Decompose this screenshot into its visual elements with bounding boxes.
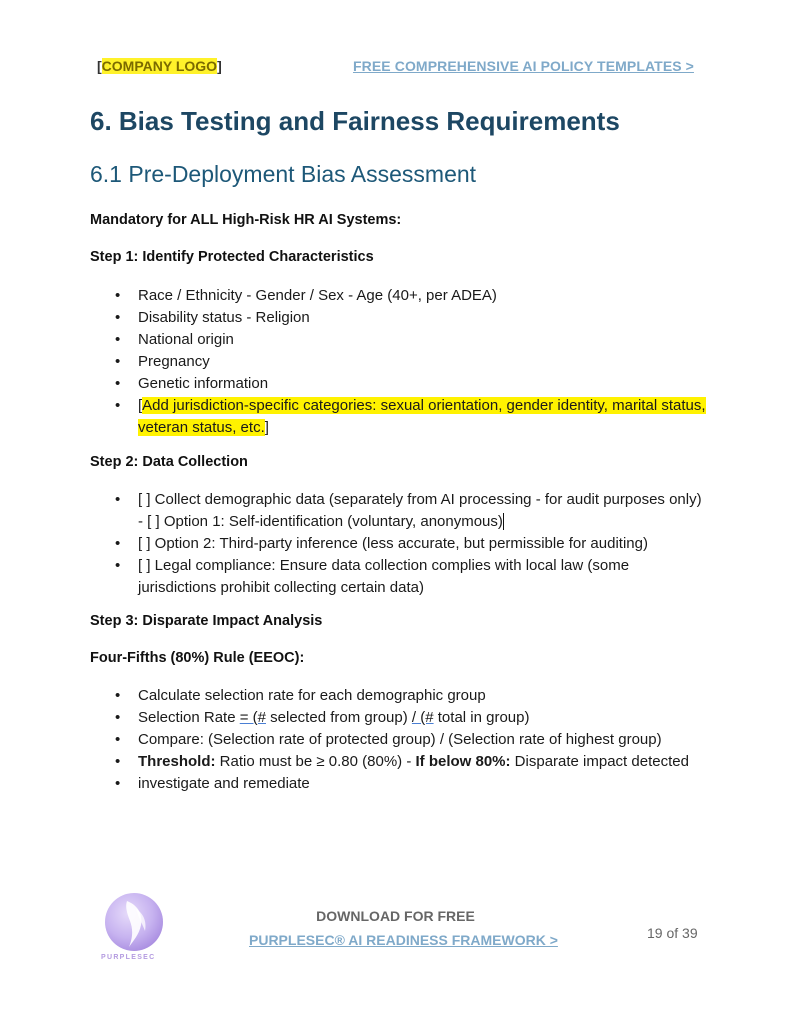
step2-heading: Step 2: Data Collection	[90, 454, 248, 470]
purplesec-logo-text: PURPLESEC	[101, 954, 156, 961]
list-item: • Disability status - Religion	[115, 309, 310, 326]
list-item: • Compare: (Selection rate of protected group) / (Selection rate of highest group)	[115, 731, 662, 748]
step1-list	[90, 285, 710, 439]
list-item: • [ ] Legal compliance: Ensure data collection complies with local law (some jurisdictions prohibit collecting certain data)	[115, 557, 630, 596]
logo-bracket-open: [	[97, 58, 102, 74]
list-item: • Calculate selection rate for each demographic group	[115, 687, 486, 704]
logo-placeholder-text: COMPANY LOGO	[101, 58, 218, 74]
list-item: • [ ] Option 2: Third-party inference (less accurate, but permissible for auditing)	[115, 535, 648, 552]
list-item: • Threshold: Ratio must be ≥ 0.80 (80%) - If below 80%: Disparate impact detected	[115, 753, 689, 770]
step1-heading: Step 1: Identify Protected Characteristics	[90, 249, 374, 265]
readiness-framework-link[interactable]: PURPLESEC® AI READINESS FRAMEWORK >	[249, 932, 558, 948]
four-fifths-rule-heading: Four-Fifths (80%) Rule (EEOC):	[90, 650, 305, 666]
step2-list	[90, 489, 710, 599]
subsection-title: 6.1 Pre-Deployment Bias Assessment	[90, 161, 477, 187]
step3-heading: Step 3: Disparate Impact Analysis	[90, 613, 323, 629]
download-label: DOWNLOAD FOR FREE	[316, 908, 475, 924]
logo-bracket-close: ]	[217, 58, 222, 74]
jurisdiction-highlight: Add jurisdiction-specific categories: sexual orientation, gender identity, marital status, veteran status, etc.	[138, 397, 706, 436]
section-title: 6. Bias Testing and Fairness Requirements	[90, 106, 620, 136]
list-item: • investigate and remediate	[115, 775, 310, 792]
ai-policy-templates-link[interactable]: FREE COMPREHENSIVE AI POLICY TEMPLATES >	[353, 58, 694, 74]
list-item: • Genetic information	[115, 375, 269, 392]
list-item: • [ ] Collect demographic data (separately from AI processing - for audit purposes only) - [ ] Option 1: Self-identification (voluntary, anonymous)	[115, 491, 702, 530]
page-number: 19 of 39	[647, 925, 698, 941]
list-item: • Race / Ethnicity - Gender / Sex - Age (40+, per ADEA)	[115, 287, 497, 304]
list-item-highlighted: • [Add jurisdiction-specific categories: sexual orientation, gender identity, marital status, veteran status, etc.]	[115, 397, 706, 436]
step3-list	[90, 685, 710, 795]
list-item: • National origin	[115, 331, 234, 348]
company-logo-placeholder	[97, 58, 222, 74]
list-item: • Selection Rate = (# selected from group) / (# total in group)	[115, 709, 530, 726]
mandatory-label: Mandatory for ALL High-Risk HR AI Systems:	[90, 212, 402, 228]
list-item: • Pregnancy	[115, 353, 210, 370]
